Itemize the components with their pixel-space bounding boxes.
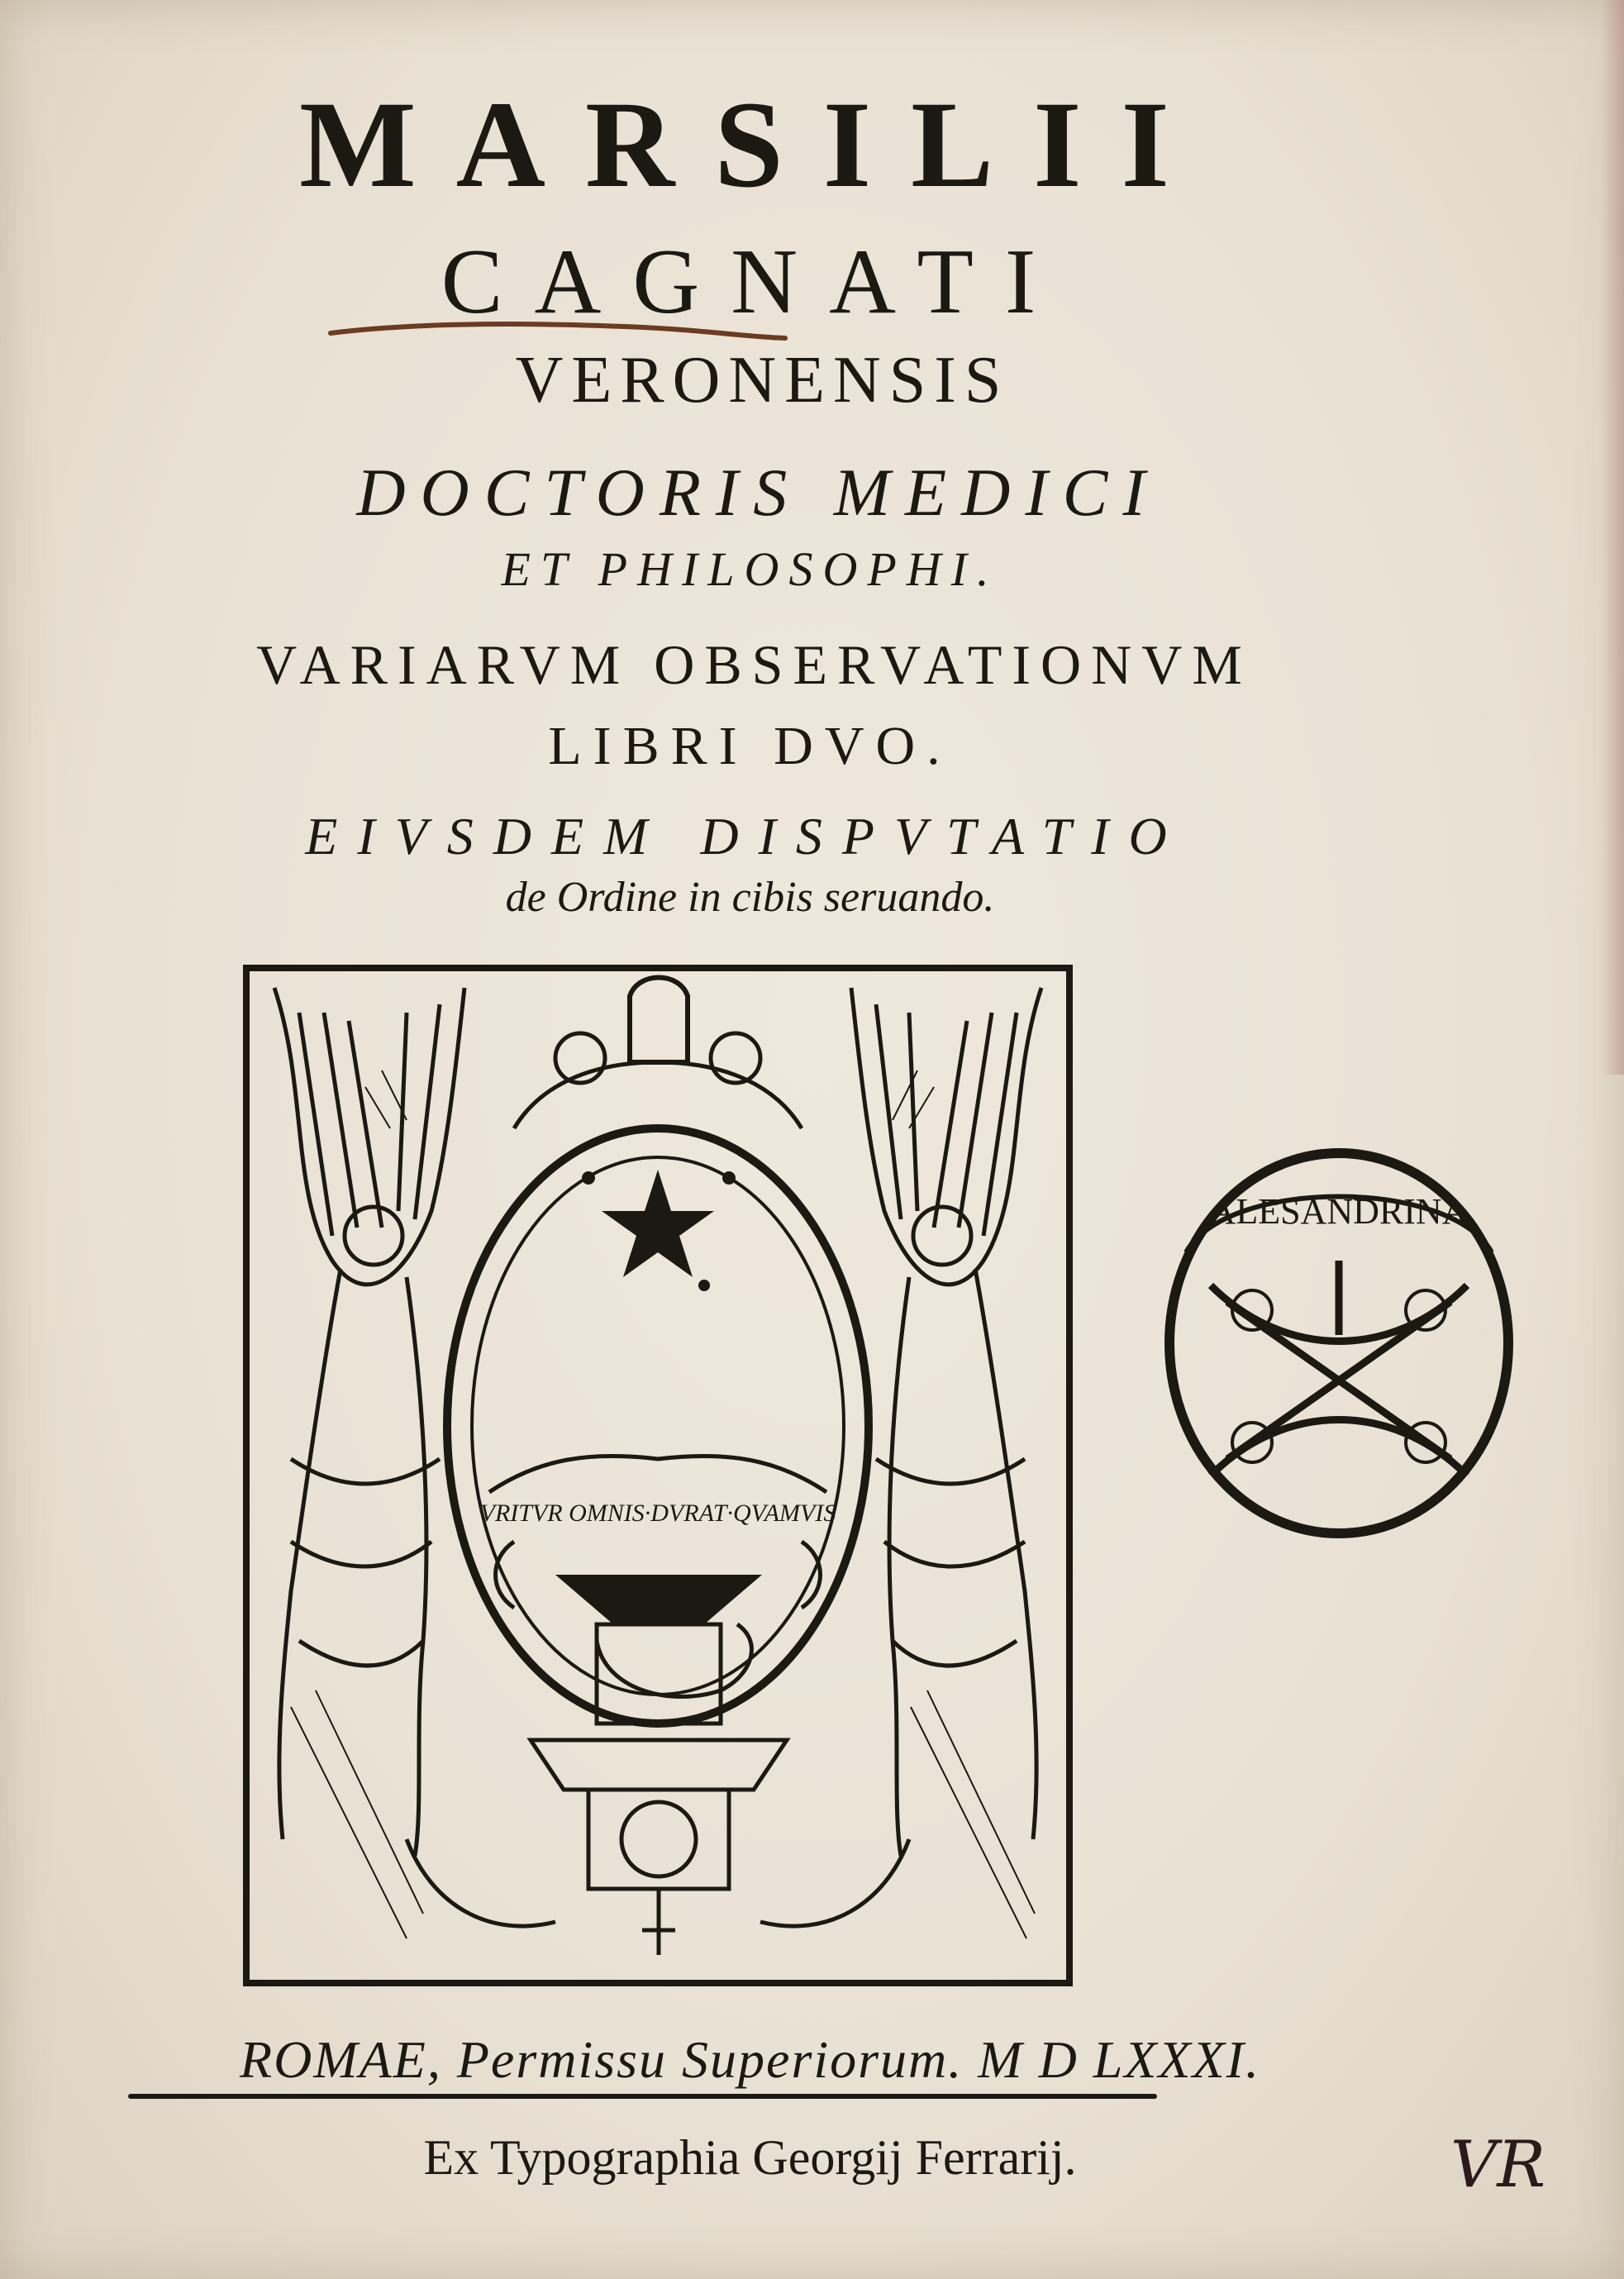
page-edge-tint (1601, 0, 1624, 1075)
printers-device-woodcut (241, 963, 1074, 1988)
work-title-line-2: LIBRI DVO. (548, 716, 952, 776)
imprint-line: ROMAE, Permissu Superiorum. M D LXXXI. (240, 2030, 1260, 2089)
ink-underline (326, 318, 789, 343)
degree-line-1: DOCTORIS MEDICI (356, 455, 1160, 530)
degree-line-2: ET PHILOSOPHI. (501, 542, 999, 596)
device-motto: VRITVR OMNIS·DVRAT·QVAMVIS (479, 1499, 836, 1527)
handwritten-note: VR (1450, 2128, 1546, 2202)
author-first-name: MARSILII (299, 76, 1209, 213)
work-title-line-1: VARIARVM OBSERVATIONVM (256, 633, 1252, 696)
stamp-text: ALESANDRINA (1209, 1191, 1469, 1232)
author-origin: VERONENSIS (515, 344, 1010, 417)
appendix-title-line-1: EIVSDEM DISPVTATIO (305, 807, 1187, 865)
horizontal-rule (128, 2094, 1157, 2099)
library-stamp (1161, 1145, 1517, 1542)
appendix-title-line-2: de Ordine in cibis seruando. (505, 874, 995, 921)
author-family-name: CAGNATI (441, 231, 1068, 333)
printer-line: Ex Typographia Georgij Ferrarij. (423, 2130, 1077, 2185)
